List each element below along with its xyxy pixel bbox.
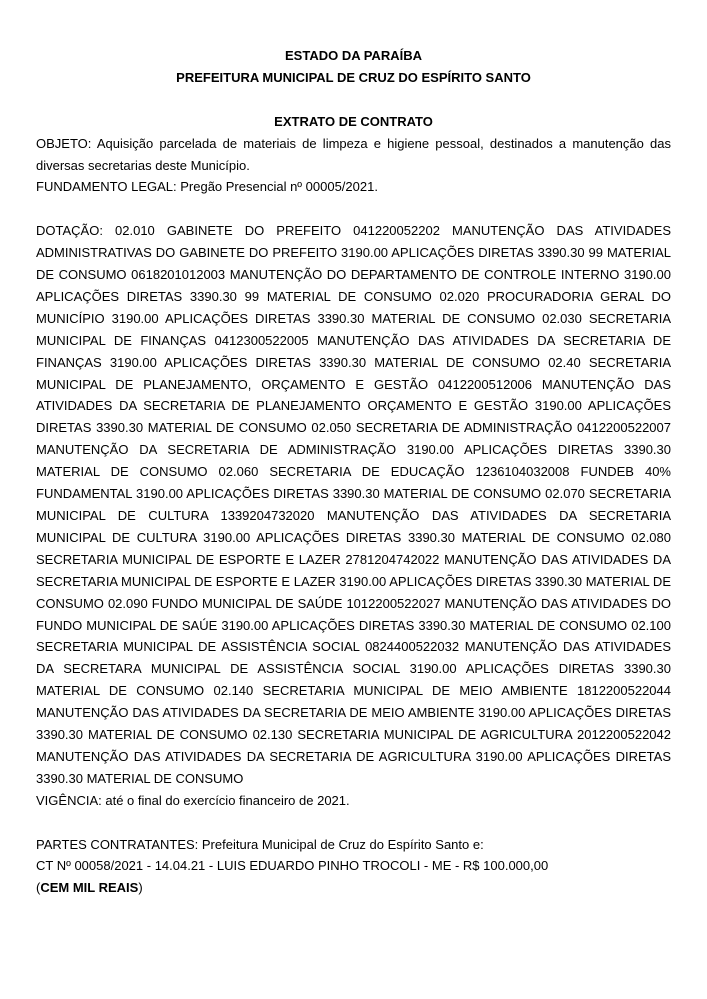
municipality-heading: PREFEITURA MUNICIPAL DE CRUZ DO ESPÍRITO SANTO <box>176 69 531 85</box>
spacer <box>36 812 671 834</box>
partes-contratantes: PARTES CONTRATANTES: Prefeitura Municipal de Cruz do Espírito Santo e: <box>36 836 484 852</box>
dotacao-paragraph: DOTAÇÃO: 02.010 GABINETE DO PREFEITO 041220052202 MANUTENÇÃO DAS ATIVIDADES ADMINISTRATIVAS DO GABINETE DO PREFEITO 3190.00 APLICAÇÕES DIRETAS 3390.30 99 MATERIAL DE CONSUMO 0618201012003 MANUTENÇÃO DO DEPARTAMENTO DE CONTROLE INTERNO 3190.00 APLICAÇÕES DIRETAS 3390.30 99 MATERIAL DE CONSUMO 02.020 PROCURADORIA GERAL DO MUNICÍPIO 3190.00 APLICAÇÕES DIRETAS 3390.30 MATERIAL DE CONSUMO 02.030 SECRETARIA MUNICIPAL DE FINANÇAS 0412300522005 MANUTENÇÃO DAS ATIVIDADES DA SECRETARIA DE FINANÇAS 3190.00 APLICAÇÕES DIRETAS 3390.30 MATERIAL DE CONSUMO 02.40 SECRETARIA MUNICIPAL DE PLANEJAMENTO, ORÇAMENTO E GESTÃO 0412200512006 MANUTENÇÃO DAS ATIVIDADES DA SECRETARIA DE PLANEJAMENTO ORÇAMENTO E GESTÃO 3190.00 APLICAÇÕES DIRETAS 3390.30 MATERIAL DE CONSUMO 02.050 SECRETARIA DE ADMINISTRAÇÃO 0412200522007 MANUTENÇÃO DA SECRETARIA DE ADMINISTRAÇÃO 3190.00 APLICAÇÕES DIRETAS 3390.30 MATERIAL DE CONSUMO 02.060 SECRETARIA DE EDUCAÇÃO 1236104032008 FUNDEB 40% FUNDAMENTAL 3190.00 APLICAÇÕES DIRETAS 3390.30 MATERIAL DE CONSUMO 02.070 SECRETARIA MUNICIPAL DE CULTURA 1339204732020 MANUTENÇÃO DAS ATIVIDADES DA SECRETARIA MUNICIPAL DE CULTURA 3190.00 APLICAÇÕES DIRETAS 3390.30 MATERIAL DE CONSUMO 02.080 SECRETARIA MUNICIPAL DE ESPORTE E LAZER 2781204742022 MANUTENÇÃO DAS ATIVIDADES DA SECRETARIA MUNICIPAL DE ESPORTE E LAZER 3190.00 APLICAÇÕES DIRETAS 3390.30 MATERIAL DE CONSUMO 02.090 FUNDO MUNICIPAL DE SAÚDE 1012200522027 MANUTENÇÃO DAS ATIVIDADES DO FUNDO MUNICIPAL DE SAÚE 3190.00 APLICAÇÕES DIRETAS 3390.30 MATERIAL DE CONSUMO 02.100 SECRETARIA MUNICIPAL DE ASSISTÊNCIA SOCIAL 0824400522032 MANUTENÇÃO DAS ATIVIDADES DA SECRETARA MUNICIPAL DE ASSISTÊNCIA SOCIAL 3190.00 APLICAÇÕES DIRETAS 3390.30 MATERIAL DE CONSUMO 02.140 SECRETARIA MUNICIPAL DE MEIO AMBIENTE 1812200522044 MANUTENÇÃO DAS ATIVIDADES DA SECRETARIA DE MEIO AMBIENTE 3190.00 APLICAÇÕES DIRETAS 3390.30 MATERIAL DE CONSUMO 02.130 SECRETARIA MUNICIPAL DE AGRICULTURA 2012200522042 MANUTENÇÃO DAS ATIVIDADES DA SECRETARIA DE AGRICULTURA 3190.00 APLICAÇÕES DIRETAS 3390.30 MATERIAL DE CONSUMO <box>36 223 671 786</box>
vigencia: VIGÊNCIA: até o final do exercício financeiro de 2021. <box>36 792 350 808</box>
paren-close: ) <box>138 880 143 896</box>
contract-line: CT Nº 00058/2021 - 14.04.21 - LUIS EDUARDO PINHO TROCOLI - ME - R$ 100.000,00 <box>36 858 549 874</box>
value-in-words: CEM MIL REAIS <box>40 880 139 896</box>
state-heading: ESTADO DA PARAÍBA <box>285 48 422 63</box>
spacer <box>36 198 671 220</box>
contract-value-words <box>36 877 671 899</box>
spacer <box>36 89 671 111</box>
fundamento-legal: FUNDAMENTO LEGAL: Pregão Presencial nº 00005/2021. <box>36 179 378 195</box>
contract-extract-page <box>36 45 671 899</box>
document-title: EXTRATO DE CONTRATO <box>274 113 433 129</box>
objeto-paragraph: OBJETO: Aquisição parcelada de materiais de limpeza e higiene pessoal, destinados a manutenção das diversas secretarias deste Município. <box>36 135 671 173</box>
paren-open: ( <box>36 880 41 896</box>
